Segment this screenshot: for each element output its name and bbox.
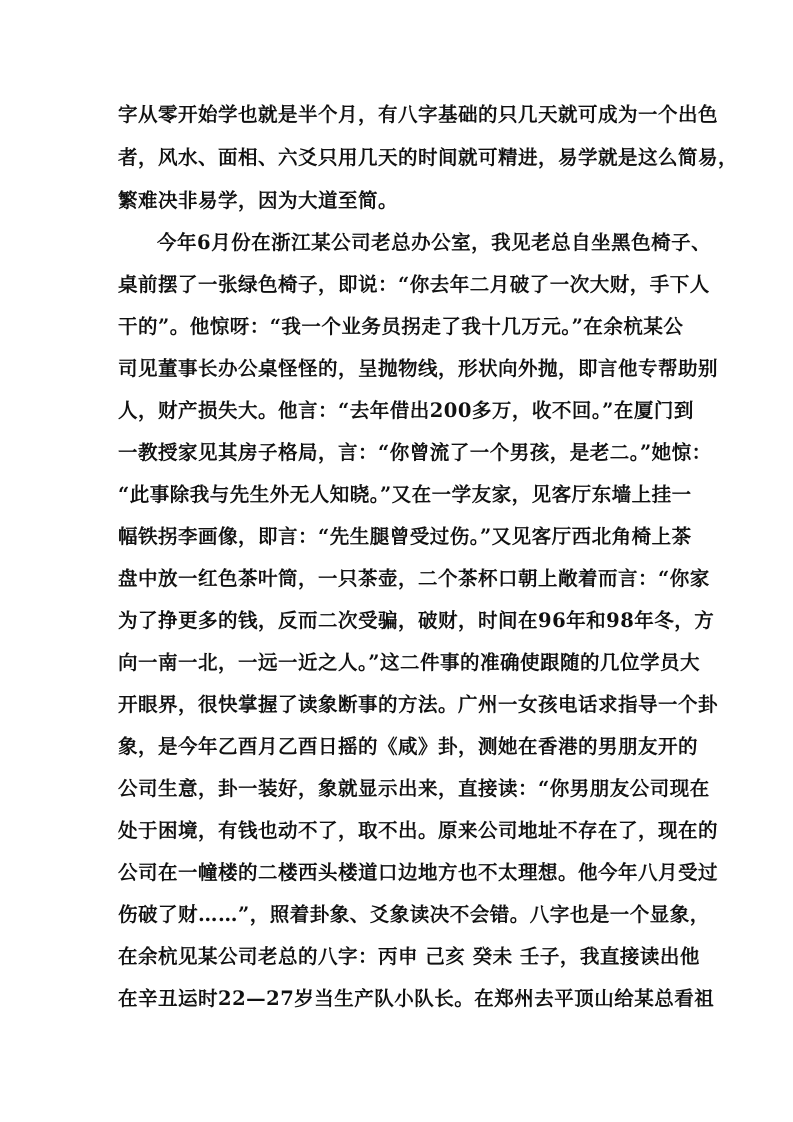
text-line: 向一南一北，一远一近之人。”这二件事的准确使跟随的几位学员大 bbox=[118, 651, 700, 674]
text-line: 人，财产损失大。他言：“去年借出200多万，收不回。”在厦门到 bbox=[118, 399, 694, 422]
text-line: 字从零开始学也就是半个月，有八字基础的只几天就可成为一个出色 bbox=[118, 103, 719, 126]
text-line: 在余杭见某公司老总的八字：丙申 己亥 癸未 壬子，我直接读出他 bbox=[118, 945, 700, 968]
text-line: 繁难决非易学，因为大道至简。 bbox=[118, 189, 399, 212]
text-line: 司见董事长办公桌怪怪的，呈抛物线，形状向外抛，即言他专帮助别 bbox=[118, 357, 719, 380]
text-line: 公司生意，卦一装好，象就显示出来，直接读：“你男朋友公司现在 bbox=[118, 777, 710, 800]
text-line: 干的”。他惊呀：“我一个业务员拐走了我十几万元。”在余杭某公 bbox=[118, 315, 684, 338]
text-line: 桌前摆了一张绿色椅子，即说：“你去年二月破了一次大财，手下人 bbox=[118, 273, 710, 296]
text-line: 今年6月份在浙江某公司老总办公室，我见老总自坐黑色椅子、 bbox=[157, 231, 712, 254]
text-line: 盘中放一红色茶叶筒，一只茶壶，二个茶杯口朝上敞着而言：“你家 bbox=[118, 567, 710, 590]
text-line: 伤破了财……”，照着卦象、爻象读决不会错。八字也是一个显象， bbox=[118, 903, 710, 926]
text-line: “此事除我与先生外无人知晓。”又在一学友家，见客厅东墙上挂一 bbox=[118, 483, 692, 506]
text-line: 象，是今年乙酉月乙酉日摇的《咸》卦，测她在香港的男朋友开的 bbox=[118, 735, 699, 758]
text-line: 幅铁拐李画像，即言：“先生腿曾受过伤。”又见客厅西北角椅上茶 bbox=[118, 525, 692, 548]
text-line: 公司在一幢楼的二楼西头楼道口边地方也不太理想。他今年八月受过 bbox=[118, 861, 719, 884]
text-line: 在辛丑运时22—27岁当生产队小队长。在郑州去平顶山给某总看祖 bbox=[118, 987, 715, 1010]
text-line: 处于困境，有钱也动不了，取不出。原来公司地址不存在了，现在的 bbox=[118, 819, 719, 842]
text-line: 开眼界，很快掌握了读象断事的方法。广州一女孩电话求指导一个卦 bbox=[118, 693, 719, 716]
text-line: 一教授家见其房子格局，言：“你曾流了一个男孩，是老二。”她惊： bbox=[118, 441, 712, 464]
text-line: 者，风水、面相、六爻只用几天的时间就可精进，易学就是这么简易， bbox=[118, 146, 739, 169]
text-line: 为了挣更多的钱，反而二次受骗，破财，时间在96年和98年冬，方 bbox=[118, 609, 715, 632]
